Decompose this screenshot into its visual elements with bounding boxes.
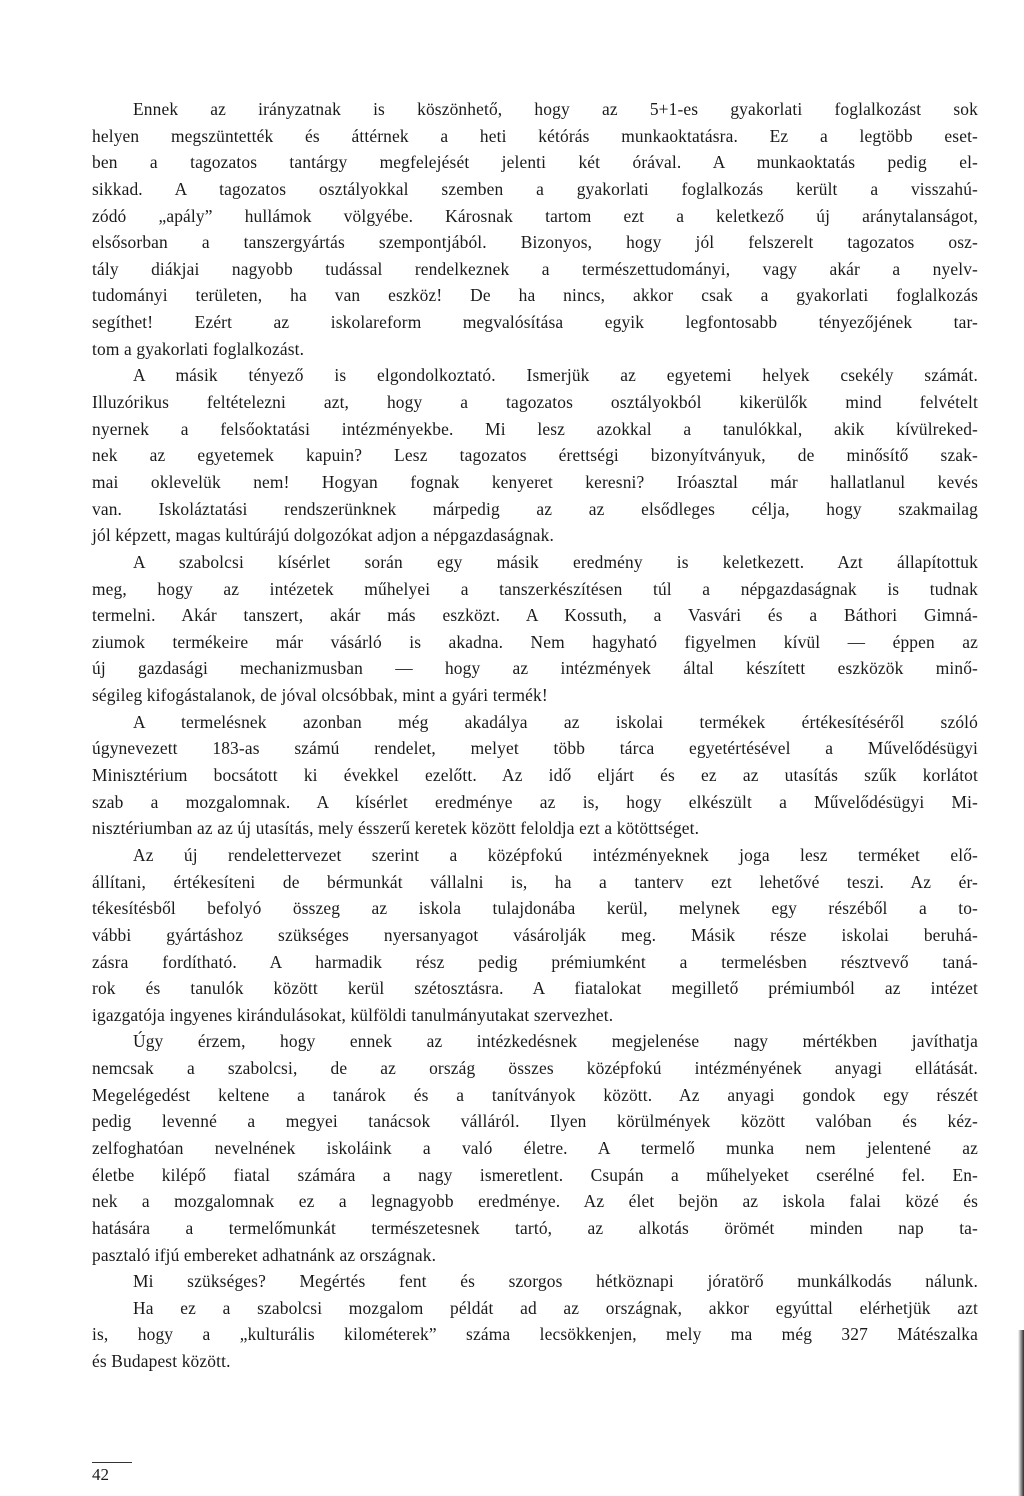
text-line: pasztaló ifjú embereket adhatnánk az országnak. <box>92 1244 437 1265</box>
text-line: A termelésnek azonban még akadálya az iskolai termékek értékesítéséről szóló <box>133 711 978 732</box>
text-line: tékesítésből befolyó összeg az iskola tulajdonába kerül, melynek egy részéből a to- <box>92 898 978 919</box>
text-line: zelfoghatóan nevelnének iskoláink a való életre. A termelő munka nem jelentené az <box>92 1137 978 1158</box>
text-line: termelni. Akár tanszert, akár más eszközt. A Kossuth, a Vasvári és a Báthori Gimná- <box>92 605 978 626</box>
body-text <box>92 96 978 1375</box>
text-line: Úgy érzem, hogy ennek az intézkedésnek megjelenése nagy mértékben javíthatja <box>133 1031 978 1052</box>
text-line: ségileg kifogástalanok, de jóval olcsóbbak, mint a gyári termék! <box>92 685 548 706</box>
text-line: A másik tényező is elgondolkoztató. Ismerjük az egyetemi helyek csekély számát. <box>133 365 978 386</box>
text-line: van. Iskoláztatási rendszerünknek márpedig az az elsődleges célja, hogy szakmailag <box>92 498 978 519</box>
text-line: Az új rendelettervezet szerint a középfokú intézményeknek joga lesz terméket elő- <box>133 844 978 865</box>
text-line: zásra fordítható. A harmadik rész pedig prémiumként a termelésben résztvevő taná- <box>92 951 978 972</box>
text-line: tály diákjai nagyobb tudással rendelkeznek a természettudományi, vagy akár a nyelv- <box>92 258 978 279</box>
text-line: mai oklevelük nem! Hogyan fognak kenyeret keresni? Iróasztal már hallatlanul kevés <box>92 471 978 492</box>
text-line: jól képzett, magas kultúrájú dolgozókat adjon a népgazdaságnak. <box>92 525 554 546</box>
text-line: igazgatója ingyenes kirándulásokat, külföldi tanulmányutakat szervezhet. <box>92 1004 614 1025</box>
text-line: vábbi gyártáshoz szükséges nyersanyagot vásárolják meg. Másik része iskolai beruhá- <box>92 924 978 945</box>
text-line: rok és tanulók között kerül szétosztásra. A fiatalokat megillető prémiumból az intézet <box>92 978 978 999</box>
text-line: zódó „apály” hullámok völgyébe. Károsnak tartom ezt a keletkező új aránytalanságot, <box>92 205 978 226</box>
text-line: meg, hogy az intézetek műhelyei a tanszerkészítésen túl a népgazdaságnak is tudnak <box>92 578 978 599</box>
text-line: úgynevezett 183-as számú rendelet, melyet több tárca egyetértésével a Művelődésügyi <box>92 738 978 759</box>
text-line: tom a gyakorlati foglalkozást. <box>92 338 305 359</box>
text-line: ben a tagozatos tantárgy megfelejését jelenti két órával. A munkaoktatás pedig el- <box>92 152 978 173</box>
text-line: nisztériumban az az új utasítás, mely ésszerű keretek között feloldja ezt a kötöttséget. <box>92 818 700 839</box>
text-line: állítani, értékesíteni de bérmunkát vállalni is, ha a tanterv ezt lehetővé teszi. Az ér- <box>92 871 978 892</box>
text-line: elsősorban a tanszergyártás szempontjából. Bizonyos, hogy jól felszerelt tagozatos osz- <box>92 232 978 253</box>
scan-edge-shadow <box>1018 1330 1024 1496</box>
text-line: nek az egyetemek kapuin? Lesz tagozatos érettségi bizonyítványuk, de minősítő szak- <box>92 445 978 466</box>
text-line: sikkad. A tagozatos osztályokkal szemben a gyakorlati foglalkozás került a visszahú- <box>92 178 978 199</box>
text-line: ziumok termékeire már vásárló is akadna. Nem hagyható figyelmen kívül — éppen az <box>92 631 978 652</box>
text-line: pedig levenné a megyei tanácsok válláról. Ilyen körülmények között valóban és kéz- <box>92 1111 978 1132</box>
text-line: életbe kilépő fiatal számára a nagy ismeretlent. Csupán a műhelyeket cserélné fel. En- <box>92 1164 978 1185</box>
text-line: A szabolcsi kísérlet során egy másik eredmény is keletkezett. Azt állapítottuk <box>133 551 978 572</box>
text-line: Megelégedést keltene a tanárok és a tanítványok között. Az anyagi gondok egy részét <box>92 1084 978 1105</box>
text-line: segíthet! Ezért az iskolareform megvalósítása egyik legfontosabb tényezőjének tar- <box>92 312 978 333</box>
text-line: hatására a termelőmunkát természetesnek tartó, az alkotás örömét minden nap ta- <box>92 1217 978 1238</box>
text-line: Ha ez a szabolcsi mozgalom példát ad az országnak, akkor egyúttal elérhetjük azt <box>133 1297 978 1318</box>
text-line: és Budapest között. <box>92 1351 231 1372</box>
text-line: nek a mozgalomnak ez a legnagyobb eredménye. Az élet bejön az iskola falai közé és <box>92 1191 978 1212</box>
text-line: Illuzórikus feltételezni azt, hogy a tagozatos osztályokból kikerülők mind felvételt <box>92 392 978 413</box>
text-line: nemcsak a szabolcsi, de az ország összes középfokú intézményének anyagi ellátását. <box>92 1058 978 1079</box>
text-line: új gazdasági mechanizmusban — hogy az intézmények által készített eszközök minő- <box>92 658 978 679</box>
text-line: Minisztérium bocsátott ki évekkel ezelőtt. Az idő eljárt és ez az utasítás szűk korlátot <box>92 765 978 786</box>
text-line: Mi szükséges? Megértés fent és szorgos hétköznapi jóratörő munkálkodás nálunk. <box>133 1271 978 1292</box>
page-number: 42 <box>92 1462 132 1485</box>
text-line: is, hogy a „kulturális kilométerek” száma lecsökkenjen, mely ma még 327 Mátészalka <box>92 1324 978 1345</box>
text-line: szab a mozgalomnak. A kísérlet eredménye az is, hogy elkészült a Művelődésügyi Mi- <box>92 791 978 812</box>
text-line: helyen megszüntették és áttérnek a heti kétórás munkaoktatásra. Ez a legtöbb eset- <box>92 125 978 146</box>
text-line: tudományi területen, ha van eszköz! De ha nincs, akkor csak a gyakorlati foglalkozás <box>92 285 978 306</box>
text-line: nyernek a felsőoktatási intézményekbe. Mi lesz azokkal a tanulókkal, akik kívülreked- <box>92 418 978 439</box>
text-line: Ennek az irányzatnak is köszönhető, hogy az 5+1-es gyakorlati foglalkozást sok <box>133 99 978 119</box>
